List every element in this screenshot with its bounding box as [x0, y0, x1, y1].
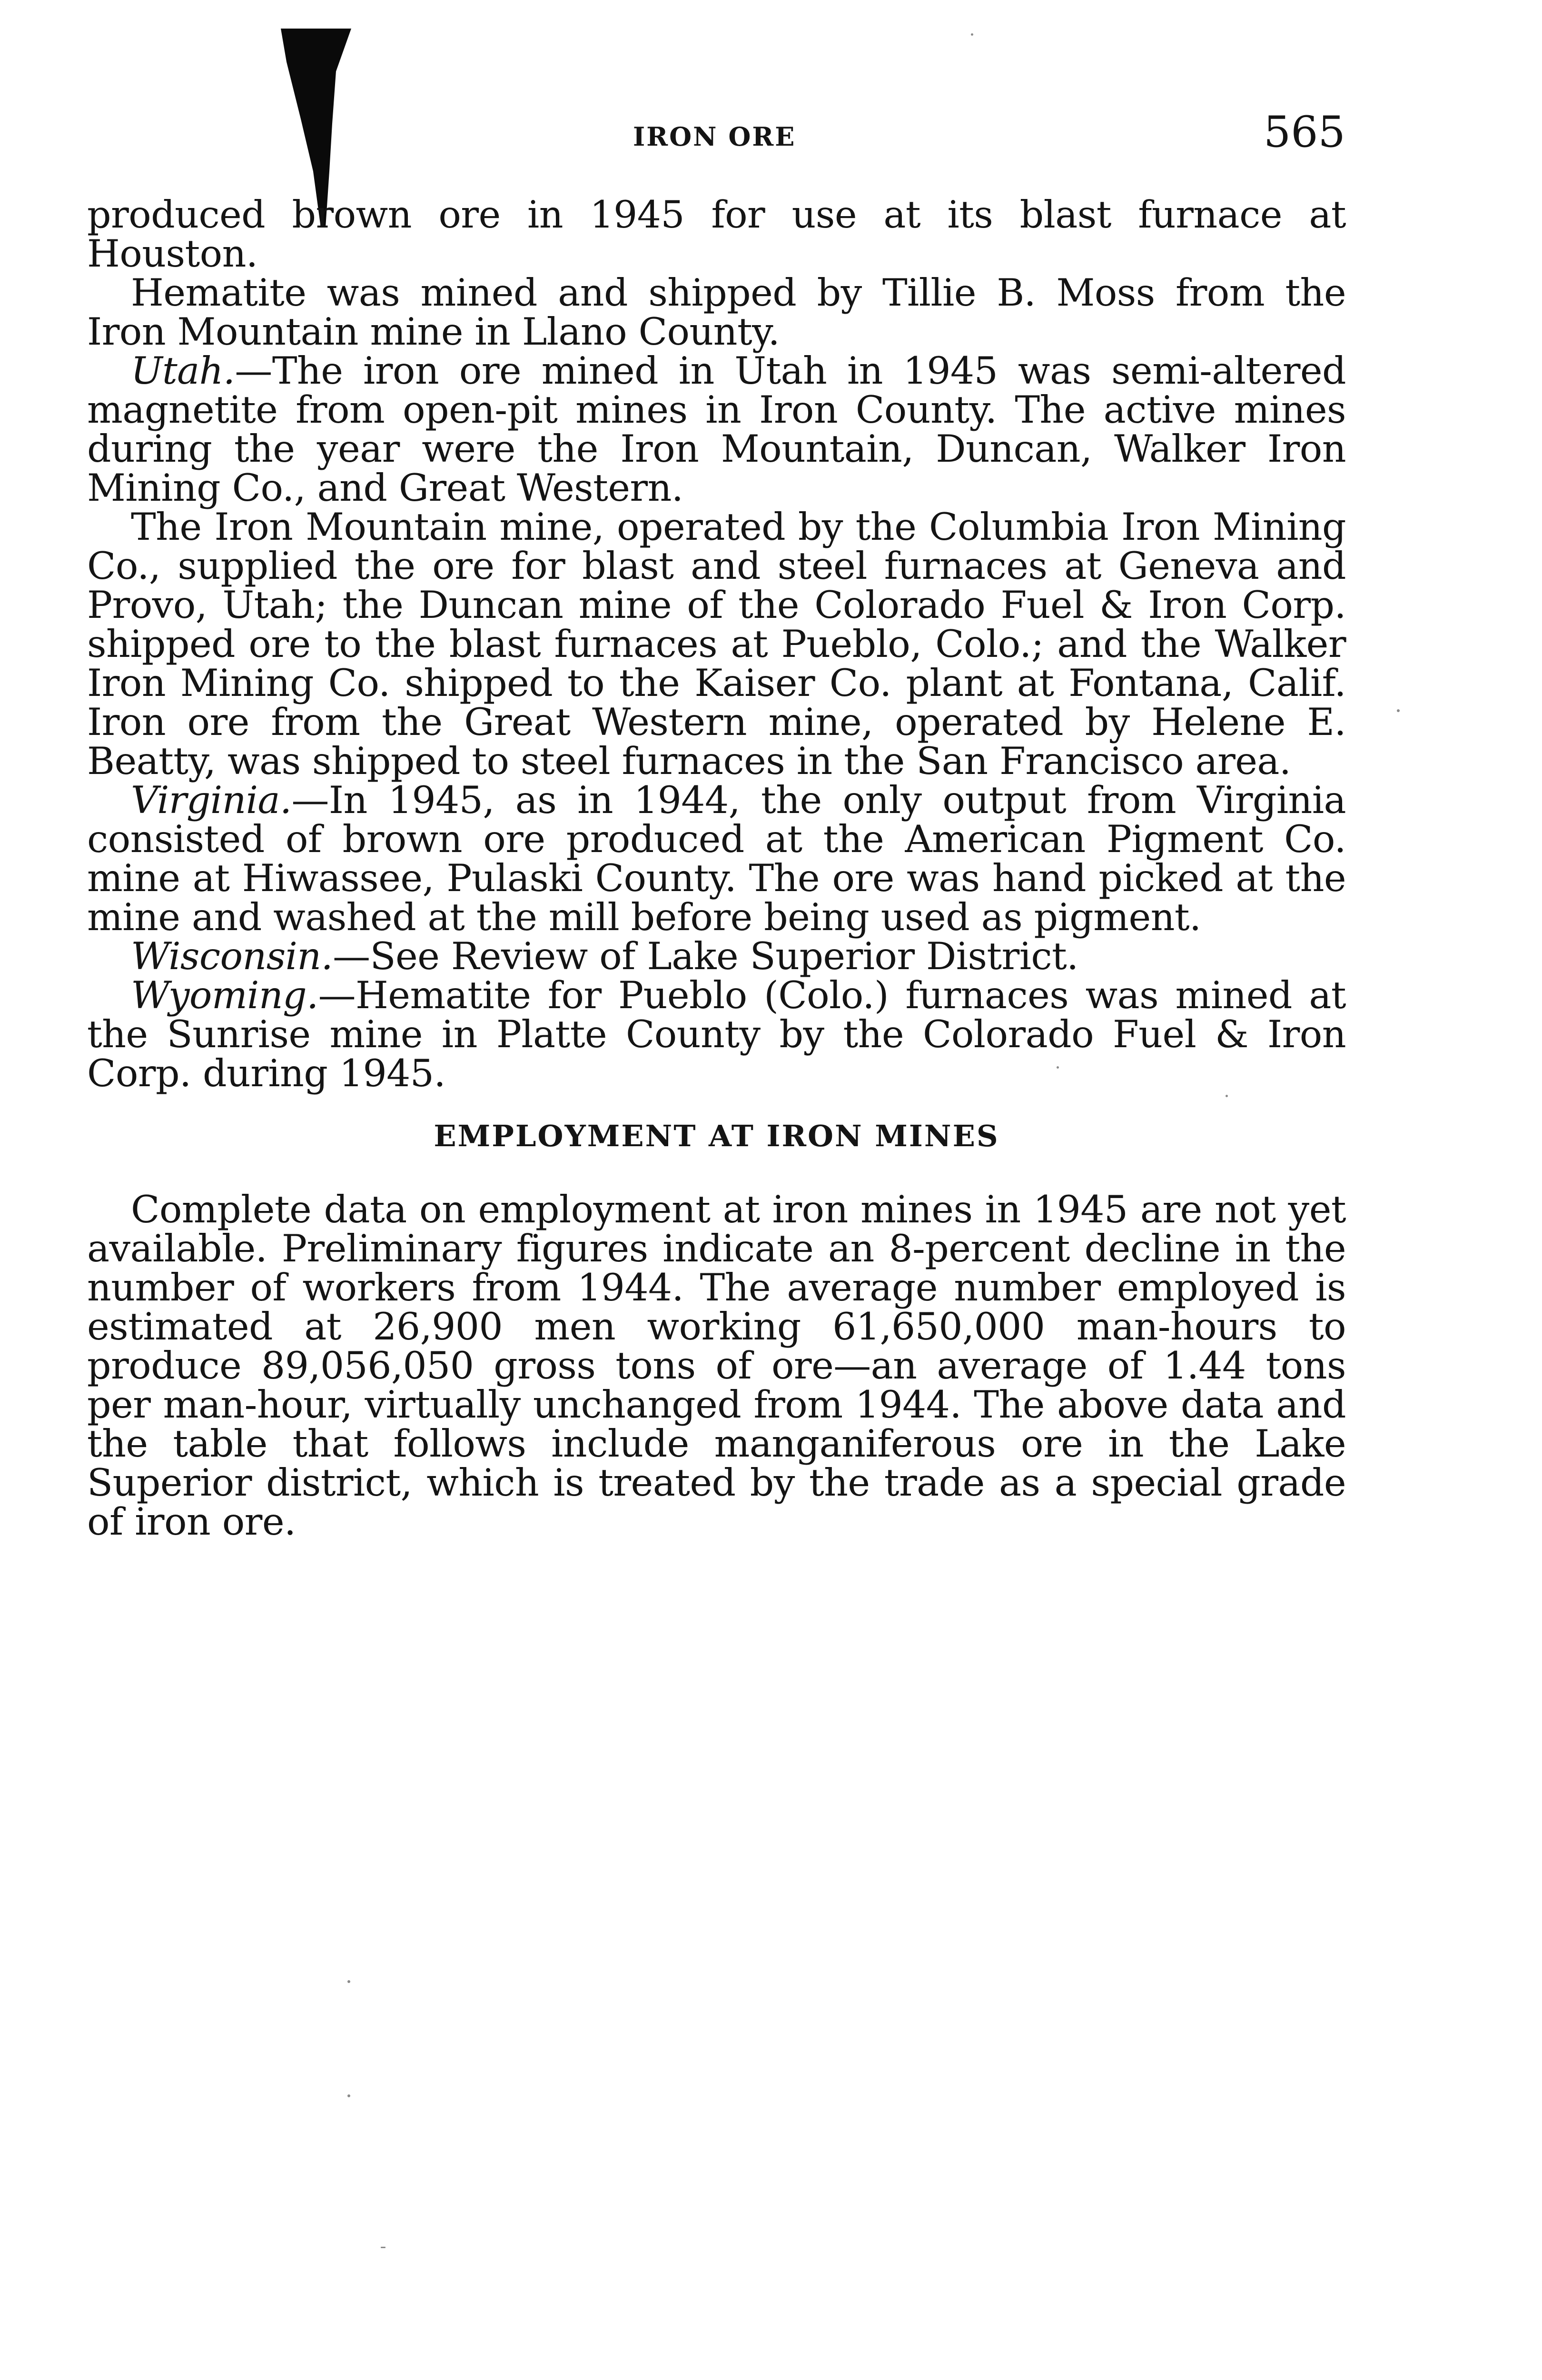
- paragraph-text: —Hematite for Pueblo (Colo.) furnaces was mined at the Sunrise mine in Platte County by the Colorado Fuel & Iron Corp. during 1945.: [87, 973, 1346, 1095]
- paragraph-texas-hematite: [87, 271, 1346, 354]
- paragraph-text: —The iron ore mined in Utah in 1945 was semi-altered magnetite from open-pit mines in Iron County. The active mines during the year were the Iron Mountain, Duncan, Walker Iron Mining Co., and Great Western.: [87, 349, 1346, 510]
- paragraph-text: —See Review of Lake Superior District.: [333, 934, 1078, 978]
- scan-speck: [347, 2094, 350, 2097]
- section-heading: EMPLOYMENT AT IRON MINES: [434, 1119, 999, 1153]
- scan-speck: [971, 33, 973, 36]
- body-text: [87, 195, 1346, 1093]
- running-title: IRON ORE: [633, 121, 796, 152]
- page-number: 565: [1264, 107, 1345, 157]
- paragraph-lead: Virginia.: [131, 778, 292, 822]
- paragraph-text: produced brown ore in 1945 for use at its blast furnace at Houston.: [87, 193, 1346, 276]
- paragraph-text: Complete data on employment at iron mines in 1945 are not yet available. Preliminary figures indicate an 8-percent decline in the number of workers from 1944. The average number employed is estimated at 26,900 men working 61,650,000 man-hours to produce 89,056,050 gross tons of ore—an average of 1.44 tons per man-hour, virtually unchanged from 1944. The above data and the table that follows include manganiferous ore in the Lake Superior district, which is treated by the trade as a special grade of iron ore.: [87, 1188, 1346, 1544]
- scan-speck: [347, 1980, 350, 1983]
- section-body: [87, 1188, 1346, 1544]
- scan-speck: [381, 2247, 386, 2248]
- paragraph-lead: Wyoming.: [131, 973, 318, 1017]
- running-header: [0, 107, 1542, 164]
- paragraph-utah: [87, 349, 1346, 510]
- scan-speck: [1397, 709, 1400, 712]
- paragraph-lead: Utah.: [131, 349, 235, 393]
- paragraph-employment: [87, 1188, 1346, 1544]
- paragraph-lead: Wisconsin.: [131, 934, 333, 978]
- paragraph-utah-mines: [87, 507, 1346, 781]
- paragraph-texas-continued: [87, 193, 1346, 276]
- paragraph-text: Hematite was mined and shipped by Tillie B. Moss from the Iron Mountain mine in Llano County.: [87, 271, 1346, 354]
- paragraph-wisconsin: [87, 934, 1346, 978]
- scan-speck: [1226, 1095, 1228, 1097]
- paragraph-wyoming: [87, 973, 1346, 1095]
- paragraph-text: —In 1945, as in 1944, the only output from Virginia consisted of brown ore produced at the American Pigment Co. mine at Hiwassee, Pulaski County. The ore was hand picked at the mine and washed at the mill before being used as pigment.: [87, 778, 1346, 939]
- paragraph-text: The Iron Mountain mine, operated by the Columbia Iron Mining Co., supplied the ore for blast and steel furnaces at Geneva and Provo, Utah; the Duncan mine of the Colorado Fuel & Iron Corp. shipped ore to the blast furnaces at Pueblo, Colo.; and the Walker Iron Mining Co. shipped to the Kaiser Co. plant at Fontana, Calif. Iron ore from the Great Western mine, operated by Helene E. Beatty, was shipped to steel furnaces in the San Francisco area.: [87, 505, 1346, 783]
- paragraph-virginia: [87, 778, 1346, 939]
- scan-speck: [1057, 1066, 1059, 1069]
